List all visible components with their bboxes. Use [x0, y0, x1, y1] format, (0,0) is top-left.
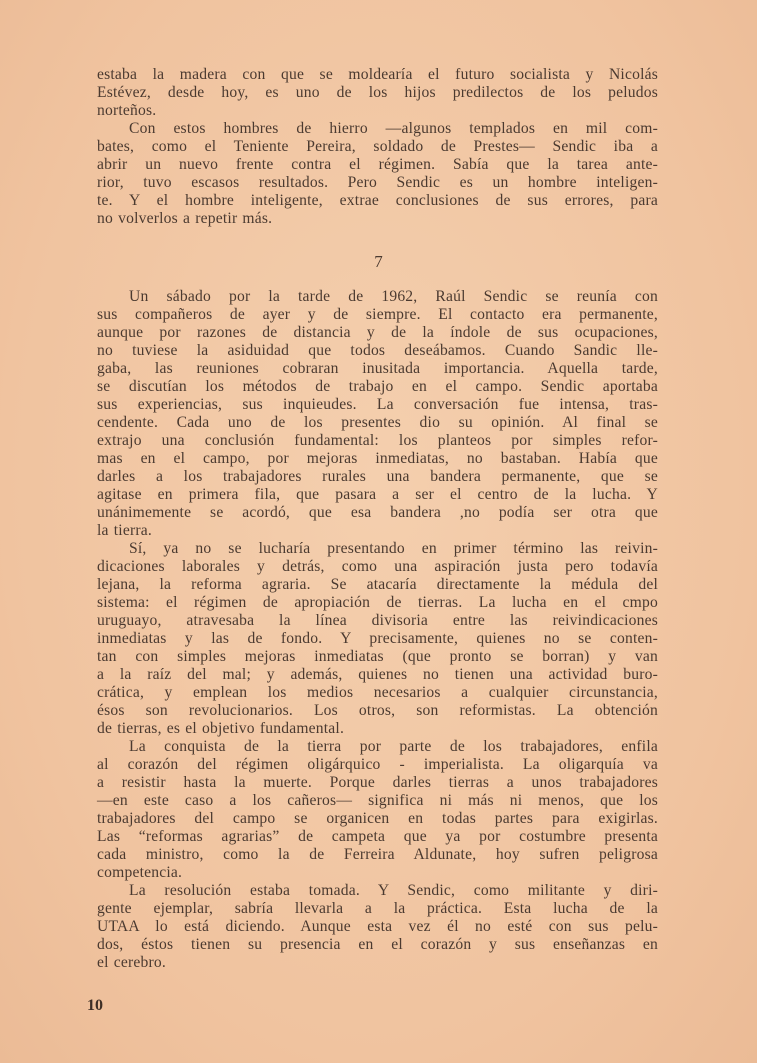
text-line: agitase en primera fila, que pasara a ser el centro de la lucha. Y	[97, 486, 658, 503]
text-line: mas en el campo, por mejoras inmediatas, no bastaban. Había que	[97, 450, 658, 467]
text-line: Las “reformas agrarias” de campeta que ya por costumbre presenta	[97, 828, 658, 845]
paragraph	[97, 540, 658, 738]
text-block-top	[97, 66, 658, 228]
text-line: norteños.	[97, 102, 157, 119]
text-line: lejana, la reforma agraria. Se atacaría directamente la médula del	[97, 576, 658, 593]
paragraph	[97, 120, 658, 228]
text-line: a la raíz del mal; y además, quienes no tienen una actividad buro-	[97, 666, 658, 683]
text-line: la tierra.	[97, 522, 152, 539]
text-line: Estévez, desde hoy, es uno de los hijos predilectos de los peludos	[97, 84, 658, 101]
text-line: competencia.	[97, 864, 183, 881]
text-line: extrajo una conclusión fundamental: los planteos por simples refor-	[97, 432, 658, 449]
text-block-bottom	[97, 288, 658, 972]
text-line: dicaciones laborales y detrás, como una aspiración justa pero todavía	[97, 558, 658, 575]
text-line: La resolución estaba tomada. Y Sendic, como militante y diri-	[129, 882, 658, 899]
text-line: darles a los trabajadores rurales una bandera permanente, que se	[97, 468, 658, 485]
paragraph	[97, 66, 658, 120]
text-line: se discutían los métodos de trabajo en el campo. Sendic aportaba	[97, 378, 658, 395]
text-line: cendente. Cada uno de los presentes dio su opinión. Al final se	[97, 414, 658, 431]
text-line: de tierras, es el objetivo fundamental.	[97, 720, 345, 737]
text-line: UTAA lo está diciendo. Aunque esta vez él no esté con sus pelu-	[97, 918, 658, 935]
text-line: no tuviese la asiduidad que todos deseábamos. Cuando Sandic lle-	[97, 342, 658, 359]
text-line: unánimemente se acordó, que esa bandera ,no podía ser otra que	[97, 504, 658, 521]
text-line: cada ministro, como la de Ferreira Aldunate, hoy sufren peligrosa	[97, 846, 658, 863]
text-line: dos, éstos tienen su presencia en el corazón y sus enseñanzas en	[97, 936, 658, 953]
text-line: gente ejemplar, sabría llevarla a la práctica. Esta lucha de la	[97, 900, 658, 917]
paragraph	[97, 882, 658, 972]
text-line: Un sábado por la tarde de 1962, Raúl Sendic se reunía con	[129, 288, 658, 305]
text-line: trabajadores del campo se organicen en todas partes para exigirlas.	[97, 810, 658, 827]
text-line: a resistir hasta la muerte. Porque darles tierras a unos trabajadores	[97, 774, 658, 791]
text-line: gaba, las reuniones cobraran inusitada importancia. Aquella tarde,	[97, 360, 658, 377]
text-line: —en este caso a los cañeros— significa ni más ni menos, que los	[97, 792, 658, 809]
text-line: La conquista de la tierra por parte de los trabajadores, enfila	[129, 738, 658, 755]
text-line: te. Y el hombre inteligente, extrae conclusiones de sus errores, para	[97, 192, 658, 209]
text-line: bates, como el Teniente Pereira, soldado de Prestes— Sendic iba a	[97, 138, 658, 155]
text-line: Sí, ya no se lucharía presentando en primer término las reivin-	[129, 540, 658, 557]
text-line: crática, y emplean los medios necesarios a cualquier circunstancia,	[97, 684, 658, 701]
text-line: estaba la madera con que se moldearía el futuro socialista y Nicolás	[97, 66, 658, 83]
paragraph	[97, 738, 658, 882]
text-line: sistema: el régimen de apropiación de tierras. La lucha en el cmpo	[97, 594, 658, 611]
text-line: al corazón del régimen oligárquico - imperialista. La oligarquía va	[97, 756, 658, 773]
text-line: inmediatas y las de fondo. Y precisamente, quienes no se conten-	[97, 630, 658, 647]
text-line: sus compañeros de ayer y de siempre. El contacto era permanente,	[97, 306, 658, 323]
text-line: rior, tuvo escasos resultados. Pero Sendic es un hombre inteligen-	[97, 174, 658, 191]
text-line: aunque por razones de distancia y de la índole de sus ocupaciones,	[97, 324, 658, 341]
text-line: el cerebro.	[97, 954, 166, 971]
text-line: tan con simples mejoras inmediatas (que pronto se borran) y van	[97, 648, 658, 665]
paragraph	[97, 288, 658, 540]
text-line: no volverlos a repetir más.	[97, 210, 273, 227]
text-line: ésos son revolucionarios. Los otros, son reformistas. La obtención	[97, 702, 658, 719]
section-number: 7	[374, 252, 383, 271]
text-line: abrir un nuevo frente contra el régimen. Sabía que la tarea ante-	[97, 156, 658, 173]
text-line: uruguayo, atravesaba la línea divisoria entre las reivindicaciones	[97, 612, 658, 629]
text-line: Con estos hombres de hierro —algunos templados en mil com-	[129, 120, 658, 137]
page-number: 10	[87, 997, 103, 1014]
text-line: sus experiencias, sus inquieudes. La conversación fue intensa, tras-	[97, 396, 658, 413]
